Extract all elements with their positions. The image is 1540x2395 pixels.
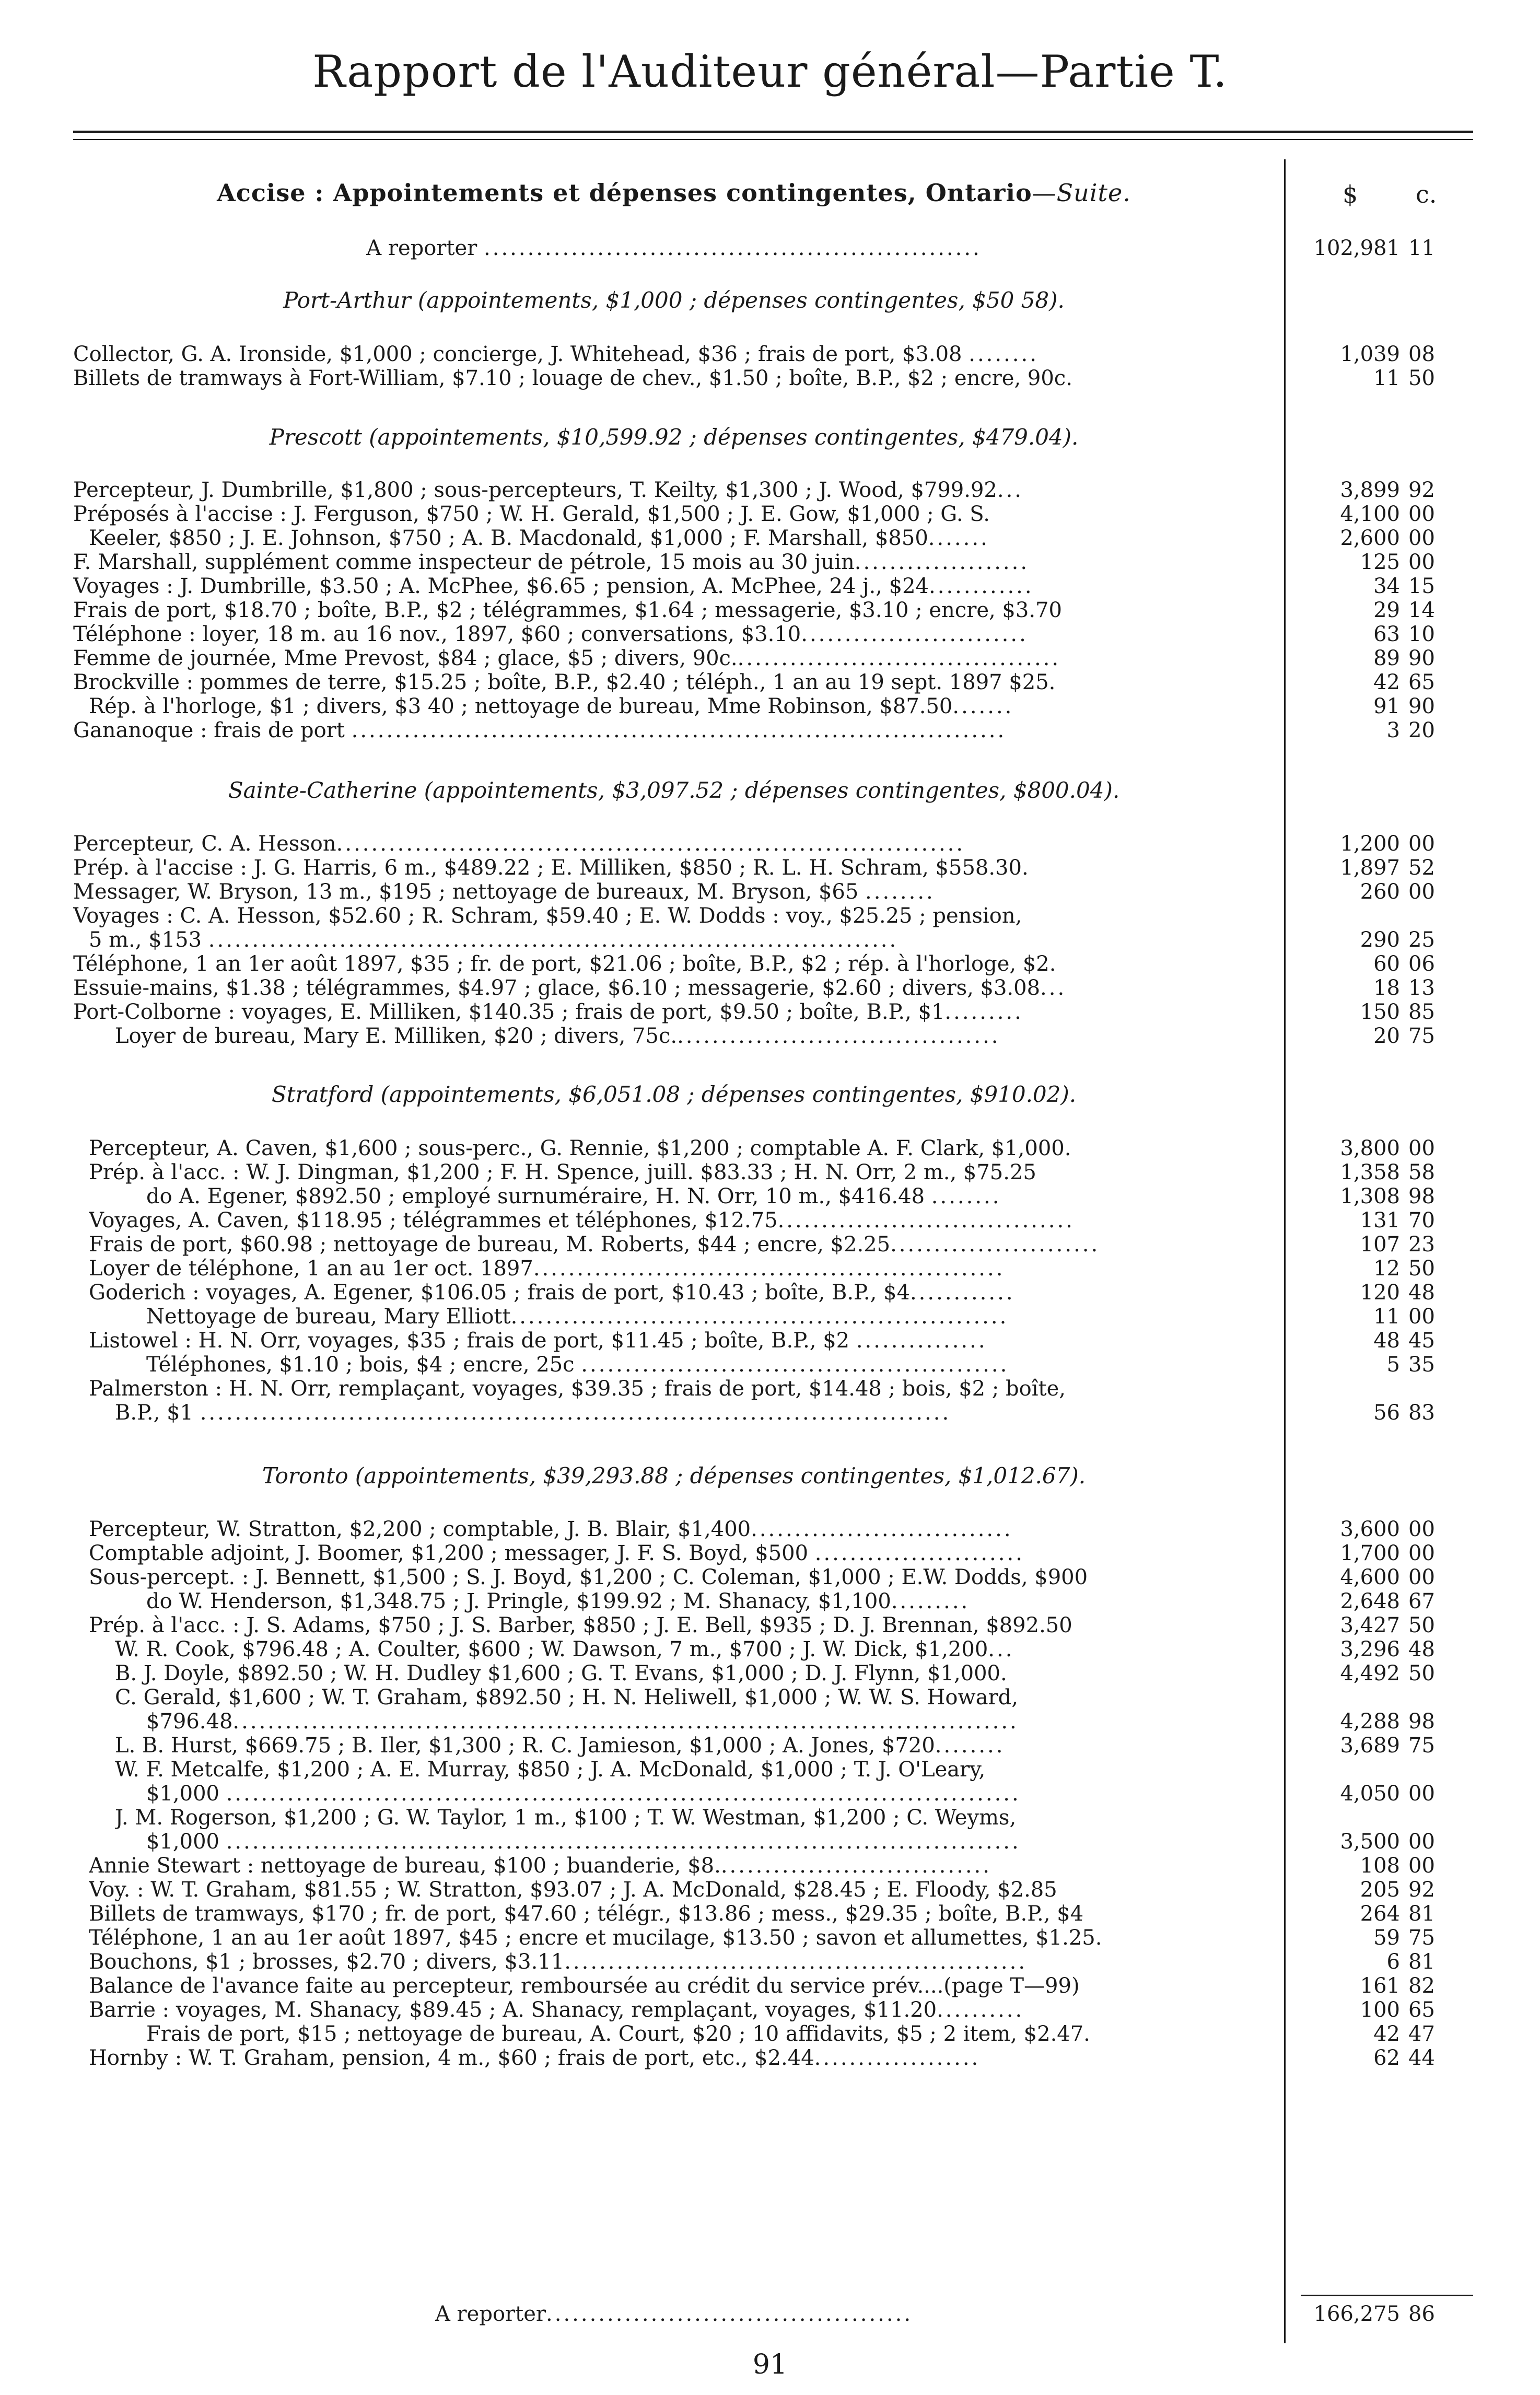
- ledger-row-amount: 18 13: [1373, 976, 1435, 1000]
- ledger-row-amount: 62 44: [1373, 2046, 1435, 2070]
- ledger-row-text: Femme de journée, Mme Prevost, $84 ; glace, $5 ; divers, 90c......................................: [73, 646, 1061, 670]
- ledger-row-text: B.P., $1 ......................................................................................: [115, 1401, 951, 1425]
- ledger-row-text: Listowel : H. N. Orr, voyages, $35 ; frais de port, $11.45 ; boîte, B.P., $2 ...............: [89, 1329, 987, 1353]
- ledger-row-amount: 59 75: [1373, 1926, 1435, 1950]
- ledger-row-text: $796.48..........................................................................................: [146, 1710, 1019, 1734]
- ledger-row-text: W. R. Cook, $796.48 ; A. Coulter, $600 ; W. Dawson, 7 m., $700 ; J. W. Dick, $1,200...: [115, 1637, 1014, 1661]
- ledger-row-text: Brockville : pommes de terre, $15.25 ; boîte, B.P., $2.40 ; téléph., 1 an au 19 sept. 1897 $25.: [73, 670, 1056, 694]
- ledger-row-text: Percepteur, A. Caven, $1,600 ; sous-perc., G. Rennie, $1,200 ; comptable A. F. Clark, $1,000.: [89, 1136, 1071, 1160]
- carry-forward-label: A reporter .........................................................: [366, 236, 982, 260]
- ledger-row-text: Téléphone : loyer, 18 m. au 16 nov., 1897, $60 ; conversations, $3.10..........................: [73, 622, 1028, 646]
- ledger-row-amount: 4,100 00: [1340, 502, 1435, 526]
- ledger-row-text: W. F. Metcalfe, $1,200 ; A. E. Murray, $850 ; J. A. McDonald, $1,000 ; T. J. O'Leary,: [115, 1758, 986, 1782]
- ledger-row-text: Comptable adjoint, J. Boomer, $1,200 ; messager, J. F. S. Boyd, $500 ........................: [89, 1541, 1024, 1565]
- ledger-row-amount: 63 10: [1373, 622, 1435, 646]
- ledger-row-amount: 107 23: [1360, 1233, 1435, 1257]
- ledger-row-amount: 290 25: [1360, 928, 1435, 952]
- ledger-row-amount: 4,288 98: [1340, 1710, 1435, 1734]
- ledger-row-text: Barrie : voyages, M. Shanacy, $89.45 ; A. Shanacy, remplaçant, voyages, $11.20..........: [89, 1998, 1024, 2022]
- ledger-row-text: Percepteur, J. Dumbrille, $1,800 ; sous-percepteurs, T. Keilty, $1,300 ; J. Wood, $799.92...: [73, 478, 1024, 502]
- ledger-row-amount: 3 20: [1386, 718, 1435, 742]
- ledger-row-amount: 161 82: [1360, 1974, 1435, 1998]
- section-title-suite: —Suite.: [1032, 179, 1131, 207]
- ledger-row-text: Keeler, $850 ; J. E. Johnson, $750 ; A. B. Macdonald, $1,000 ; F. Marshall, $850.......: [89, 526, 989, 550]
- ledger-row-text: 5 m., $153 ...............................................................................: [89, 928, 899, 952]
- ledger-row-text: Billets de tramways à Fort-William, $7.10 ; louage de chev., $1.50 ; boîte, B.P., $2 ; encre, 90c.: [73, 366, 1072, 390]
- ledger-row-text: Collector, G. A. Ironside, $1,000 ; concierge, J. Whitehead, $36 ; frais de port, $3.08 ........: [73, 342, 1039, 366]
- ledger-row-text: Billets de tramways, $170 ; fr. de port, $47.60 ; télégr., $13.86 ; mess., $29.35 ; boîte, B.P., $4: [89, 1902, 1084, 1926]
- ledger-row-amount: 125 00: [1360, 550, 1435, 574]
- header-rule-thin: [73, 139, 1473, 140]
- subsection-heading-stratford: Stratford (appointements, $6,051.08 ; dépenses contingentes, $910.02).: [271, 1082, 1077, 1107]
- ledger-row-text: Nettoyage de bureau, Mary Elliott.........................................................: [146, 1305, 1009, 1329]
- ledger-row-amount: 6 81: [1386, 1950, 1435, 1974]
- section-title-text: Accise : Appointements et dépenses contingentes, Ontario: [217, 179, 1032, 207]
- ledger-row-text: Voyages, A. Caven, $118.95 ; télégrammes et téléphones, $12.75..................................: [89, 1208, 1075, 1233]
- total-amount: 166,275 86: [1313, 2302, 1435, 2326]
- ledger-row-text: Frais de port, $15 ; nettoyage de bureau, A. Court, $20 ; 10 affidavits, $5 ; 2 item, $2.47.: [146, 2022, 1090, 2046]
- ledger-row-amount: 100 65: [1360, 1998, 1435, 2022]
- ledger-row-text: Prép. à l'accise : J. G. Harris, 6 m., $489.22 ; E. Milliken, $850 ; R. L. H. Schram, $558.30.: [73, 856, 1029, 880]
- ledger-row-amount: 42 47: [1373, 2022, 1435, 2046]
- ledger-row-text: Sous-percept. : J. Bennett, $1,500 ; S. J. Boyd, $1,200 ; C. Coleman, $1,000 ; E.W. Dodds, $900: [89, 1565, 1088, 1589]
- ledger-row-amount: 260 00: [1360, 880, 1435, 904]
- ledger-row-text: Rép. à l'horloge, $1 ; divers, $3 40 ; nettoyage de bureau, Mme Robinson, $87.50.......: [89, 694, 1014, 718]
- ledger-row-text: $1,000 ...........................................................................................: [146, 1830, 1021, 1854]
- ledger-row-text: Voyages : C. A. Hesson, $52.60 ; R. Schram, $59.40 ; E. W. Dodds : voy., $25.25 ; pension,: [73, 904, 1022, 928]
- ledger-row-amount: 3,689 75: [1340, 1734, 1435, 1758]
- ledger-row-amount: 3,296 48: [1340, 1637, 1435, 1661]
- ledger-row-amount: 264 81: [1360, 1902, 1435, 1926]
- ledger-row-text: F. Marshall, supplément comme inspecteur de pétrole, 15 mois au 30 juin....................: [73, 550, 1030, 574]
- ledger-row-amount: 1,308 98: [1340, 1184, 1435, 1208]
- ledger-row-text: Loyer de bureau, Mary E. Milliken, $20 ; divers, 75c......................................: [115, 1024, 1000, 1048]
- ledger-row-amount: 1,039 08: [1340, 342, 1435, 366]
- ledger-row-text: do A. Egener, $892.50 ; employé surnuméraire, H. N. Orr, 10 m., $416.48 ........: [146, 1184, 1001, 1208]
- ledger-row-text: Hornby : W. T. Graham, pension, 4 m., $60 ; frais de port, etc., $2.44...................: [89, 2046, 981, 2070]
- page-number: 91: [752, 2349, 788, 2380]
- subsection-heading-port-arthur: Port-Arthur (appointements, $1,000 ; dépenses contingentes, $50 58).: [283, 287, 1065, 313]
- ledger-row-amount: 205 92: [1360, 1878, 1435, 1902]
- subsection-heading-toronto: Toronto (appointements, $39,293.88 ; dépenses contingentes, $1,012.67).: [262, 1463, 1086, 1489]
- ledger-row-text: Goderich : voyages, A. Egener, $106.05 ; frais de port, $10.43 ; boîte, B.P., $4............: [89, 1281, 1015, 1305]
- ledger-row-text: Téléphone, 1 an 1er août 1897, $35 ; fr. de port, $21.06 ; boîte, B.P., $2 ; rép. à l'horloge, $2.: [73, 952, 1056, 976]
- ledger-row-amount: 120 48: [1360, 1281, 1435, 1305]
- ledger-row-amount: 1,700 00: [1340, 1541, 1435, 1565]
- ledger-row-amount: 56 83: [1373, 1401, 1435, 1425]
- ledger-row-amount: 150 85: [1360, 1000, 1435, 1024]
- ledger-row-text: Gananoque : frais de port ...........................................................................: [73, 718, 1007, 742]
- ledger-row-text: $1,000 ...........................................................................................: [146, 1782, 1021, 1806]
- ledger-row-text: Balance de l'avance faite au percepteur, remboursée au crédit du service prév....(page T—99): [89, 1974, 1080, 1998]
- ledger-row-text: Essuie-mains, $1.38 ; télégrammes, $4.97 ; glace, $6.10 ; messagerie, $2.60 ; divers, $3.08...: [73, 976, 1067, 1000]
- ledger-row-amount: 29 14: [1373, 598, 1435, 622]
- ledger-row-amount: 89 90: [1373, 646, 1435, 670]
- ledger-row-text: Voy. : W. T. Graham, $81.55 ; W. Stratton, $93.07 ; J. A. McDonald, $28.45 ; E. Floody, $2.85: [89, 1878, 1057, 1902]
- ledger-row-amount: 108 00: [1360, 1854, 1435, 1878]
- ledger-row-text: Percepteur, W. Stratton, $2,200 ; comptable, J. B. Blair, $1,400..............................: [89, 1517, 1013, 1541]
- ledger-row-text: Messager, W. Bryson, 13 m., $195 ; nettoyage de bureaux, M. Bryson, $65 ........: [73, 880, 935, 904]
- ledger-row-amount: 2,600 00: [1340, 526, 1435, 550]
- total-label: A reporter..........................................: [435, 2302, 913, 2326]
- ledger-row-amount: 4,050 00: [1340, 1782, 1435, 1806]
- ledger-row-text: J. M. Rogerson, $1,200 ; G. W. Taylor, 1 m., $100 ; T. W. Westman, $1,200 ; C. Weyms,: [115, 1806, 1017, 1830]
- ledger-row-amount: 4,600 00: [1340, 1565, 1435, 1589]
- ledger-row-amount: 20 75: [1373, 1024, 1435, 1048]
- ledger-row-text: do W. Henderson, $1,348.75 ; J. Pringle, $199.92 ; M. Shanacy, $1,100.........: [146, 1589, 970, 1613]
- carry-forward-amount: 102,981 11: [1313, 236, 1435, 260]
- ledger-row-amount: 42 65: [1373, 670, 1435, 694]
- ledger-row-amount: 5 35: [1386, 1353, 1435, 1377]
- header-rule-thick: [73, 131, 1473, 133]
- section-title: [73, 179, 1275, 207]
- ledger-row-text: Téléphones, $1.10 ; bois, $4 ; encre, 25c .................................................: [146, 1353, 1009, 1377]
- ledger-row-text: C. Gerald, $1,600 ; W. T. Graham, $892.50 ; H. N. Heliwell, $1,000 ; W. W. S. Howard,: [115, 1685, 1019, 1710]
- ledger-row-amount: 3,800 00: [1340, 1136, 1435, 1160]
- ledger-row-amount: 60 06: [1373, 952, 1435, 976]
- ledger-row-amount: 34 15: [1373, 574, 1435, 598]
- ledger-row-amount: 4,492 50: [1340, 1661, 1435, 1685]
- subsection-heading-prescott: Prescott (appointements, $10,599.92 ; dépenses contingentes, $479.04).: [269, 424, 1079, 450]
- ledger-row-text: Bouchons, $1 ; brosses, $2.70 ; divers, $3.11.....................................................: [89, 1950, 1028, 1974]
- ledger-row-text: Annie Stewart : nettoyage de bureau, $100 ; buanderie, $8................................: [89, 1854, 991, 1878]
- ledger-row-text: Prép. à l'acc. : W. J. Dingman, $1,200 ; F. H. Spence, juill. $83.33 ; H. N. Orr, 2 m., $75.25: [89, 1160, 1036, 1184]
- total-rule: [1301, 2295, 1473, 2296]
- ledger-row-amount: 91 90: [1373, 694, 1435, 718]
- ledger-row-text: Voyages : J. Dumbrille, $3.50 ; A. McPhee, $6.65 ; pension, A. McPhee, 24 j., $24............: [73, 574, 1034, 598]
- subsection-heading-sainte-catherine: Sainte-Catherine (appointements, $3,097.52 ; dépenses contingentes, $800.04).: [228, 777, 1120, 803]
- ledger-row-text: Préposés à l'accise : J. Ferguson, $750 ; W. H. Gerald, $1,500 ; J. E. Gow, $1,000 ; G. S.: [73, 502, 990, 526]
- ledger-row-amount: 3,600 00: [1340, 1517, 1435, 1541]
- ledger-row-text: L. B. Hurst, $669.75 ; B. Iler, $1,300 ; R. C. Jamieson, $1,000 ; A. Jones, $720........: [115, 1734, 1005, 1758]
- ledger-row-text: Frais de port, $18.70 ; boîte, B.P., $2 ; télégrammes, $1.64 ; messagerie, $3.10 ; encre, $3.70: [73, 598, 1062, 622]
- ledger-row-text: Palmerston : H. N. Orr, remplaçant, voyages, $39.35 ; frais de port, $14.48 ; bois, $2 ; boîte,: [89, 1377, 1066, 1401]
- column-divider: [1284, 159, 1286, 2343]
- ledger-row-amount: 11 50: [1373, 366, 1435, 390]
- ledger-row-text: Prép. à l'acc. : J. S. Adams, $750 ; J. S. Barber, $850 ; J. E. Bell, $935 ; D. J. Brennan, $892.50: [89, 1613, 1072, 1637]
- ledger-row-amount: 2,648 67: [1340, 1589, 1435, 1613]
- ledger-row-amount: 131 70: [1360, 1208, 1435, 1233]
- ledger-row-amount: 12 50: [1373, 1257, 1435, 1281]
- cents-column-header: c.: [1416, 180, 1437, 208]
- ledger-row-amount: 3,427 50: [1340, 1613, 1435, 1637]
- ledger-row-text: Téléphone, 1 an au 1er août 1897, $45 ; encre et mucilage, $13.50 ; savon et allumettes, $1.25.: [89, 1926, 1102, 1950]
- ledger-row-text: Port-Colborne : voyages, E. Milliken, $140.35 ; frais de port, $9.50 ; boîte, B.P., $1.........: [73, 1000, 1023, 1024]
- ledger-row-text: B. J. Doyle, $892.50 ; W. H. Dudley $1,600 ; G. T. Evans, $1,000 ; D. J. Flynn, $1,000.: [115, 1661, 1007, 1685]
- ledger-row-amount: 3,899 92: [1340, 478, 1435, 502]
- ledger-row-text: Loyer de téléphone, 1 an au 1er oct. 1897......................................................: [89, 1257, 1005, 1281]
- ledger-row-amount: 11 00: [1373, 1305, 1435, 1329]
- ledger-row-text: Percepteur, C. A. Hesson........................................................................: [73, 832, 965, 856]
- running-head: Rapport de l'Auditeur général—Partie T.: [312, 46, 1228, 97]
- ledger-row-amount: 48 45: [1373, 1329, 1435, 1353]
- ledger-row-amount: 1,200 00: [1340, 832, 1435, 856]
- ledger-row-amount: 1,358 58: [1340, 1160, 1435, 1184]
- dollars-column-header: $: [1343, 180, 1358, 208]
- ledger-row-text: Frais de port, $60.98 ; nettoyage de bureau, M. Roberts, $44 ; encre, $2.25........................: [89, 1233, 1100, 1257]
- ledger-row-amount: 3,500 00: [1340, 1830, 1435, 1854]
- ledger-row-amount: 1,897 52: [1340, 856, 1435, 880]
